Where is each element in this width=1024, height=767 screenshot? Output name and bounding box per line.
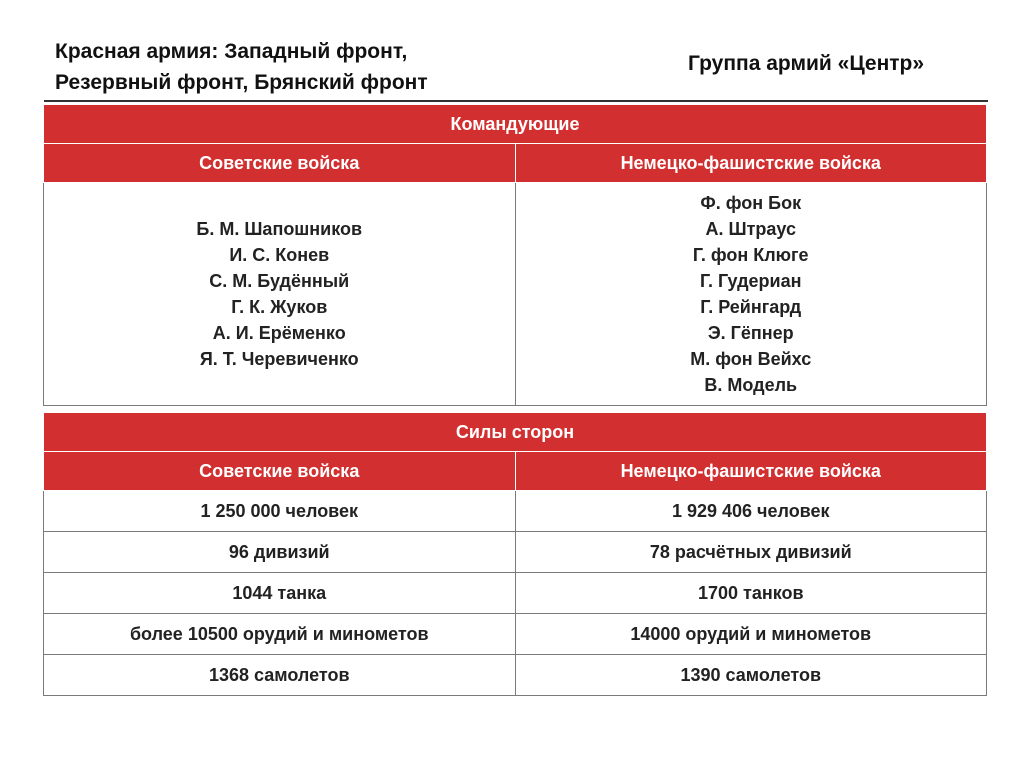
soviet-commander: Я. Т. Черевиченко	[199, 349, 359, 369]
forces-header: Силы сторон	[44, 413, 987, 452]
soviet-commander: С. М. Будённый	[209, 271, 350, 291]
soviet-commander: И. С. Конев	[229, 245, 330, 265]
soviet-commander: Б. М. Шапошников	[196, 219, 363, 239]
german-value: 78 расчётных дивизий	[515, 532, 987, 573]
german-commanders-list	[516, 190, 987, 398]
soviet-commander: А. И. Ерёменко	[212, 323, 346, 343]
german-value: 1700 танков	[515, 573, 987, 614]
forces-table	[43, 412, 987, 696]
german-value: 1 929 406 человек	[515, 491, 987, 532]
slide-title-right: Группа армий «Центр»	[688, 52, 925, 75]
german-commander: Г. Гудериан	[700, 271, 802, 291]
german-commander: Г. Рейнгард	[700, 297, 802, 317]
german-commander: Э. Гёпнер	[707, 323, 794, 343]
german-commander: Ф. фон Бок	[700, 193, 802, 213]
forces-soviet-label: Советские войска	[44, 452, 516, 491]
soviet-value: более 10500 орудий и минометов	[44, 614, 516, 655]
soviet-value: 1044 танка	[44, 573, 516, 614]
german-commander: М. фон Вейхс	[690, 349, 812, 369]
commanders-german-label: Немецко-фашистские войска	[515, 144, 987, 183]
german-commander: А. Штраус	[705, 219, 796, 239]
german-commanders-cell	[515, 183, 987, 406]
soviet-commanders-cell	[44, 183, 516, 406]
german-value: 1390 самолетов	[515, 655, 987, 696]
commanders-table	[43, 104, 987, 406]
german-value: 14000 орудий и минометов	[515, 614, 987, 655]
commanders-header: Командующие	[44, 105, 987, 144]
german-commander: В. Модель	[704, 375, 798, 395]
soviet-commander: Г. К. Жуков	[231, 297, 328, 317]
soviet-value: 1368 самолетов	[44, 655, 516, 696]
soviet-value: 96 дивизий	[44, 532, 516, 573]
table-row	[44, 573, 987, 614]
soviet-value: 1 250 000 человек	[44, 491, 516, 532]
table-row	[44, 614, 987, 655]
slide-title-left: Красная армия: Западный фронт, Резервный фронт, Брянский фронт	[55, 40, 428, 94]
title-divider	[44, 100, 988, 102]
table-row	[44, 655, 987, 696]
soviet-commanders-list	[44, 216, 515, 372]
forces-german-label: Немецко-фашистские войска	[515, 452, 987, 491]
table-row	[44, 491, 987, 532]
german-commander: Г. фон Клюге	[692, 245, 809, 265]
commanders-soviet-label: Советские войска	[44, 144, 516, 183]
table-row	[44, 532, 987, 573]
